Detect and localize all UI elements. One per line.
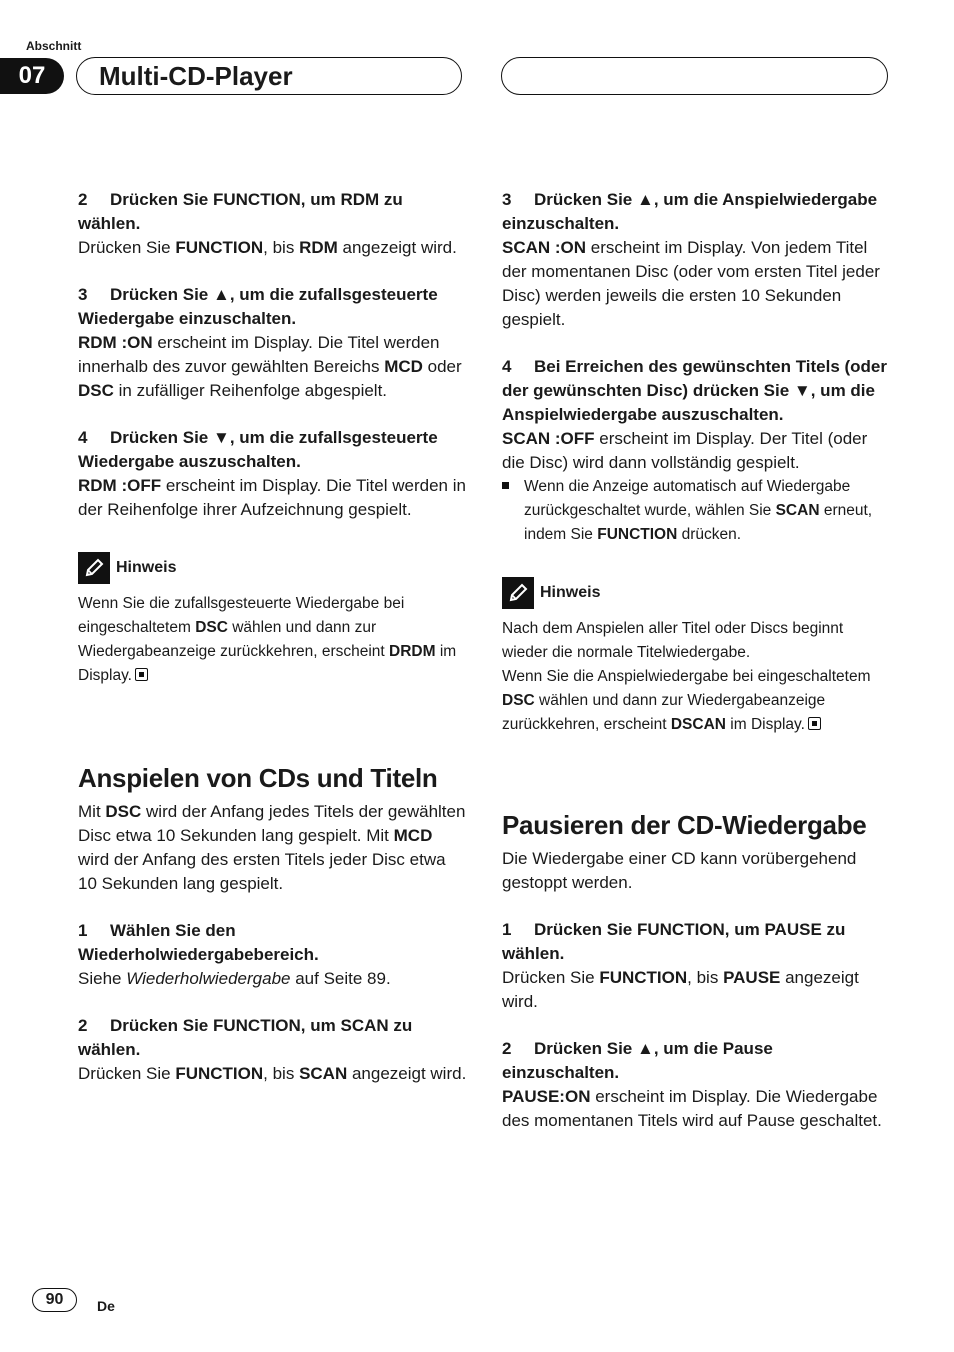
step-rdm-select xyxy=(78,188,468,260)
note-header xyxy=(502,577,892,609)
step-scan-off xyxy=(502,355,892,547)
step-title: Drücken Sie ▼, um die zufallsgesteuerte Wiedergabe auszuschalten. xyxy=(78,428,438,471)
step-number: 1 xyxy=(78,921,88,940)
step-number: 4 xyxy=(502,357,512,376)
step-number: 3 xyxy=(78,285,88,304)
section-label: Abschnitt xyxy=(26,39,82,53)
chapter-title: Multi-CD-Player xyxy=(76,57,462,95)
end-mark-icon xyxy=(135,668,148,681)
bullet-note: Wenn die Anzeige automatisch auf Wiedergabe zurückgeschaltet wurde, wählen Sie SCAN erneut, indem Sie FUNCTION drücken. xyxy=(502,475,892,547)
step-body: Drücken Sie FUNCTION, bis PAUSE angezeigt wird. xyxy=(502,968,859,1011)
step-number: 4 xyxy=(78,428,88,447)
step-pause-on xyxy=(502,1037,892,1133)
step-pause-select xyxy=(502,918,892,1014)
step-body: RDM :ON erscheint im Display. Die Titel werden innerhalb des zuvor gewählten Bereichs MCD oder DSC in zufälliger Reihenfolge abgespielt. xyxy=(78,333,462,400)
step-body: SCAN :ON erscheint im Display. Von jedem Titel der momentanen Disc (oder vom ersten Titel jeder Disc) werden jeweils die ersten 10 Sekunden gespielt. xyxy=(502,238,880,329)
step-number: 2 xyxy=(78,1016,88,1035)
step-body: Drücken Sie FUNCTION, bis SCAN angezeigt wird. xyxy=(78,1064,467,1083)
pencil-icon xyxy=(502,577,534,609)
right-column xyxy=(502,188,892,1156)
note-label: Hinweis xyxy=(116,559,177,576)
step-number: 3 xyxy=(502,190,512,209)
section-intro: Die Wiedergabe einer CD kann vorübergehend gestoppt werden. xyxy=(502,849,857,892)
step-scan-on xyxy=(502,188,892,332)
step-body: SCAN :OFF erscheint im Display. Der Titel (oder die Disc) wird dann vollständig gespielt. xyxy=(502,429,868,472)
section-heading-scan: Anspielen von CDs und Titeln xyxy=(78,763,438,793)
note-text-2: Wenn Sie die Anspielwiedergabe bei eingeschaltetem DSC wählen und dann zur Wiedergabeanzeige zurückkehren, erscheint DSCAN im Display. xyxy=(502,668,871,733)
chapter-number: 07 xyxy=(0,58,64,94)
step-title: Drücken Sie FUNCTION, um RDM zu wählen. xyxy=(78,190,403,233)
step-title: Drücken Sie ▲, um die zufallsgesteuerte Wiedergabe einzuschalten. xyxy=(78,285,438,328)
step-title: Drücken Sie ▲, um die Pause einzuschalten. xyxy=(502,1039,773,1082)
language-code: De xyxy=(97,1298,115,1314)
end-mark-icon xyxy=(808,717,821,730)
step-title: Bei Erreichen des gewünschten Titels (oder der gewünschten Disc) drücken Sie ▼, um die Anspielwiedergabe auszuschalten. xyxy=(502,357,888,424)
step-title: Wählen Sie den Wiederholwiedergabebereich. xyxy=(78,921,319,964)
step-rdm-off xyxy=(78,426,468,522)
step-title: Drücken Sie FUNCTION, um PAUSE zu wählen. xyxy=(502,920,846,963)
step-body: PAUSE:ON erscheint im Display. Die Wiedergabe des momentanen Titels wird auf Pause geschaltet. xyxy=(502,1087,882,1130)
page-number: 90 xyxy=(32,1288,77,1312)
step-number: 1 xyxy=(502,920,512,939)
step-title: Drücken Sie FUNCTION, um SCAN zu wählen. xyxy=(78,1016,413,1059)
step-body: Siehe Wiederholwiedergabe auf Seite 89. xyxy=(78,969,391,988)
step-repeat-range xyxy=(78,919,468,991)
step-number: 2 xyxy=(502,1039,512,1058)
step-body: Drücken Sie FUNCTION, bis RDM angezeigt wird. xyxy=(78,238,457,257)
step-rdm-on xyxy=(78,283,468,403)
step-body: RDM :OFF erscheint im Display. Die Titel werden in der Reihenfolge ihrer Aufzeichnung gespielt. xyxy=(78,476,466,519)
note-header xyxy=(78,552,468,584)
note-label: Hinweis xyxy=(540,584,601,601)
left-column xyxy=(78,188,468,1109)
step-scan-select xyxy=(78,1014,468,1086)
header-empty-pill xyxy=(501,57,888,95)
section-intro: Mit DSC wird der Anfang jedes Titels der gewählten Disc etwa 10 Sekunden lang gespielt. Mit MCD wird der Anfang des ersten Titels jeder Disc etwa 10 Sekunden lang gespielt. xyxy=(78,802,466,893)
step-number: 2 xyxy=(78,190,88,209)
note-text: Wenn Sie die zufallsgesteuerte Wiedergabe bei eingeschaltetem DSC wählen und dann zur Wiedergabeanzeige zurückkehren, erscheint DRDM im Display. xyxy=(78,595,457,684)
note-text-1: Nach dem Anspielen aller Titel oder Discs beginnt wieder die normale Titelwiedergabe. xyxy=(502,620,844,661)
section-heading-pause: Pausieren der CD-Wiedergabe xyxy=(502,810,867,840)
step-title: Drücken Sie ▲, um die Anspielwiedergabe einzuschalten. xyxy=(502,190,878,233)
pencil-icon xyxy=(78,552,110,584)
bullet-square-icon xyxy=(502,482,509,489)
